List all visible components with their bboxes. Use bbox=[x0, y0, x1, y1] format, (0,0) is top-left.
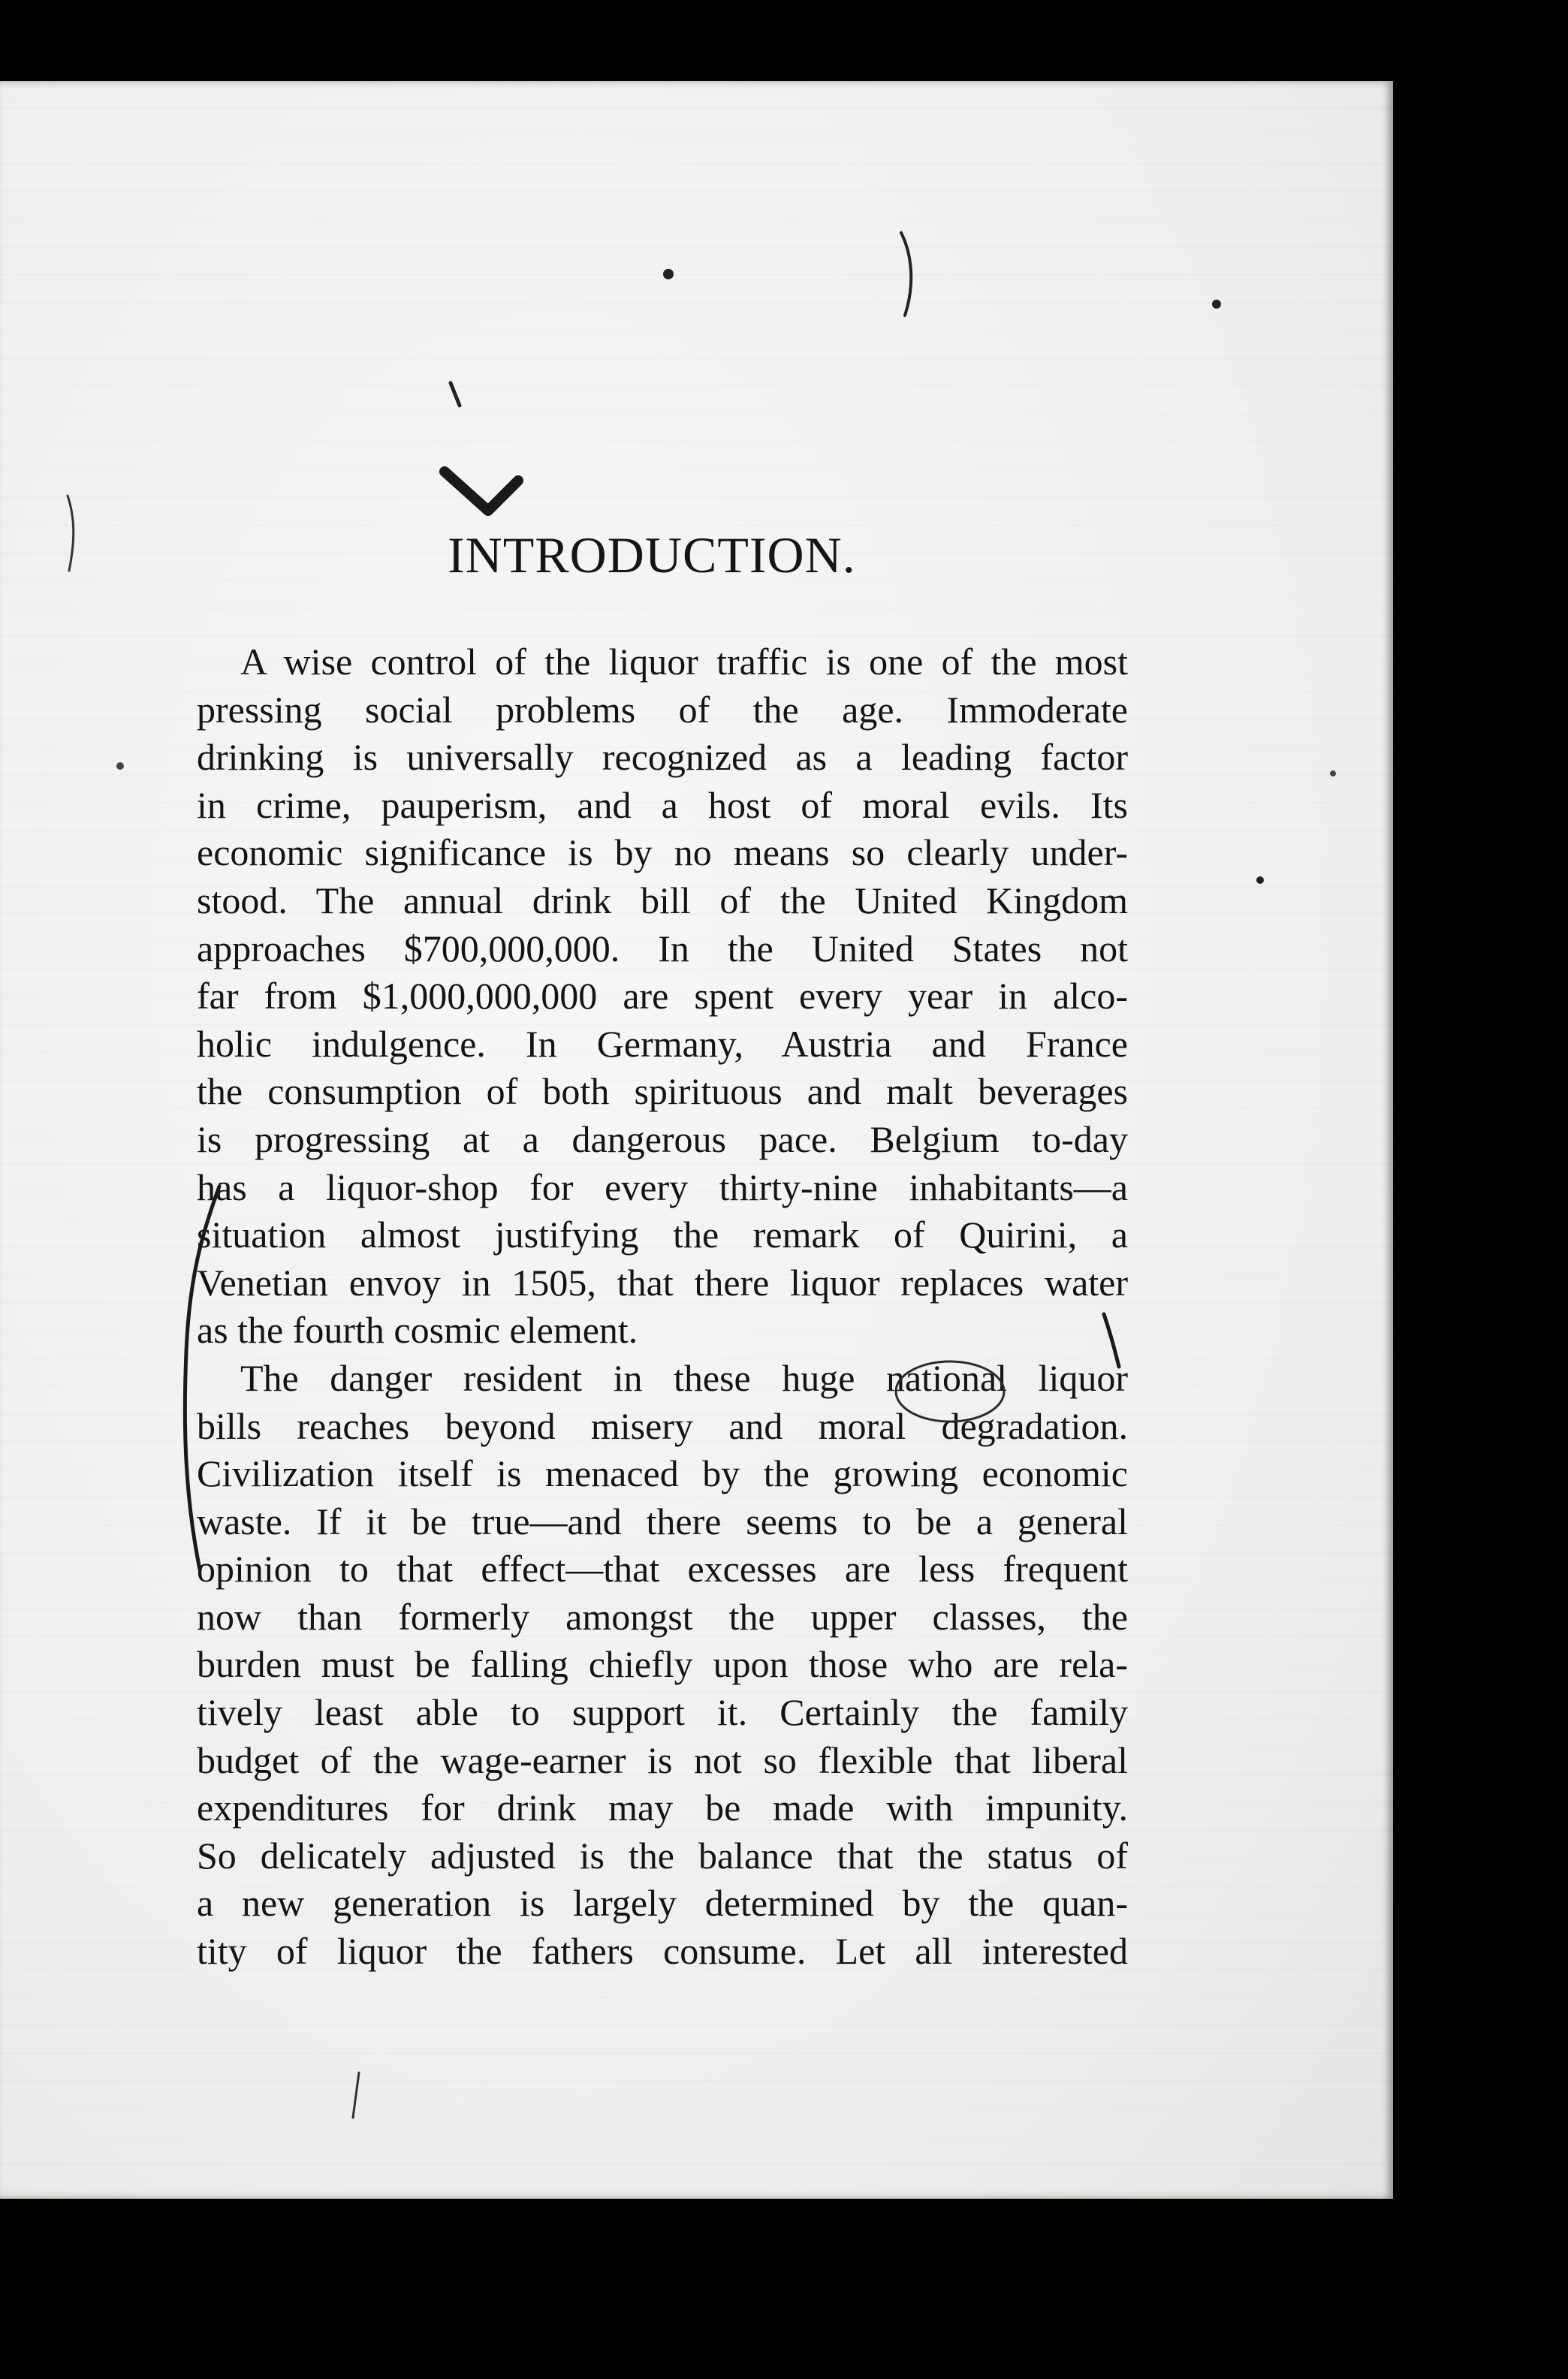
text-line: opinion to that effect—that excesses are less frequent bbox=[197, 1548, 1128, 1591]
text-line: Venetian envoy in 1505, that there liquor replaces water bbox=[197, 1261, 1128, 1304]
text-line: waste. If it be true—and there seems to be a general bbox=[197, 1500, 1128, 1542]
text-line: The danger resident in these huge national liquor bbox=[240, 1356, 1128, 1399]
text-line: Civilization itself is menaced by the growing economic bbox=[197, 1452, 1128, 1495]
text-line: budget of the wage-earner is not so flexible that liberal bbox=[197, 1738, 1128, 1781]
text-line: stood. The annual drink bill of the United Kingdom bbox=[197, 879, 1128, 921]
page-title: INTRODUCTION. bbox=[448, 526, 856, 583]
text-line: far from $1,000,000,000 are spent every year in alco- bbox=[197, 975, 1128, 1018]
text-line: the consumption of both spirituous and malt beverages bbox=[197, 1070, 1128, 1113]
text-line: has a liquor-shop for every thirty-nine inhabitants—a bbox=[197, 1165, 1128, 1208]
text-line: a new generation is largely determined by the quan- bbox=[197, 1882, 1128, 1925]
paragraph-2 bbox=[197, 1355, 1128, 1976]
text-line: holic indulgence. In Germany, Austria and France bbox=[197, 1022, 1128, 1065]
text-line: tity of liquor the fathers consume. Let all interested bbox=[197, 1930, 1128, 1973]
body-text bbox=[197, 638, 1128, 1976]
text-line: is progressing at a dangerous pace. Belgium to-day bbox=[197, 1117, 1128, 1160]
text-line: as the fourth cosmic element. bbox=[197, 1309, 638, 1352]
text-line: burden must be falling chiefly upon those who are rela- bbox=[197, 1643, 1128, 1686]
text-line: tively least able to support it. Certainly the family bbox=[197, 1691, 1128, 1734]
text-line: drinking is universally recognized as a leading factor bbox=[197, 736, 1128, 779]
text-line: bills reaches beyond misery and moral degradation. bbox=[197, 1404, 1128, 1447]
text-line: now than formerly amongst the upper classes, the bbox=[197, 1595, 1128, 1638]
text-line: expenditures for drink may be made with impunity. bbox=[197, 1787, 1128, 1829]
text-line: situation almost justifying the remark of Quirini, a bbox=[197, 1214, 1128, 1256]
text-line: pressing social problems of the age. Immoderate bbox=[197, 688, 1128, 731]
text-line: So delicately adjusted is the balance that the status of bbox=[197, 1834, 1128, 1877]
text-line: economic significance is by no means so clearly under- bbox=[197, 831, 1128, 874]
text-line: in crime, pauperism, and a host of moral evils. Its bbox=[197, 783, 1128, 826]
paragraph-1 bbox=[197, 638, 1128, 1355]
text-line: approaches $700,000,000. In the United States not bbox=[197, 927, 1128, 969]
text-line: A wise control of the liquor traffic is one of the most bbox=[240, 641, 1128, 683]
